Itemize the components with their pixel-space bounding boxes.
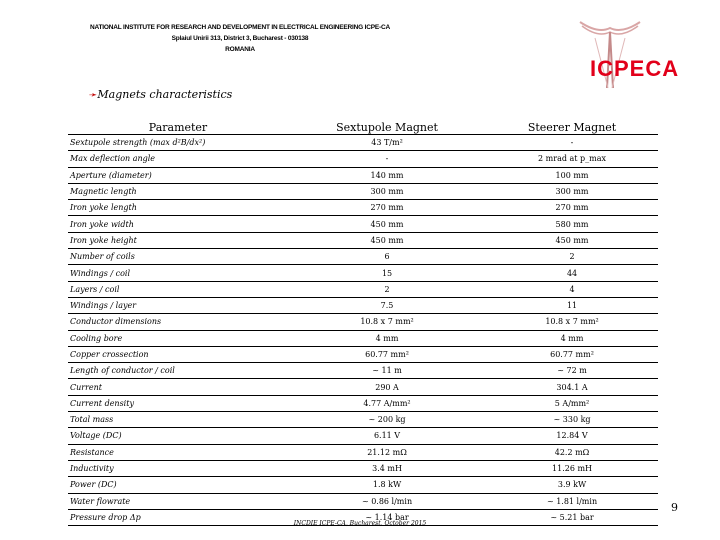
row-steerer-value: ~ 330 kg (486, 412, 658, 428)
table-row (68, 281, 658, 297)
header-sextupole: Sextupole Magnet (288, 116, 486, 135)
row-sextupole-value: 4.77 A/mm² (288, 395, 486, 411)
institute-country: ROMANIA (225, 46, 255, 53)
row-parameter: Number of coils (68, 249, 288, 265)
row-steerer-value: ~ 1.81 l/min (486, 493, 658, 509)
row-parameter: Current (68, 379, 288, 395)
row-parameter: Current density (68, 395, 288, 411)
row-parameter: Water flowrate (68, 493, 288, 509)
row-sextupole-value: ~ 1.14 bar (288, 509, 486, 525)
table-row (68, 428, 658, 444)
table-row (68, 444, 658, 460)
table-row (68, 232, 658, 248)
row-steerer-value: 4 mm (486, 330, 658, 346)
table-row (68, 330, 658, 346)
table-row (68, 314, 658, 330)
row-parameter: Voltage (DC) (68, 428, 288, 444)
row-sextupole-value: 300 mm (288, 183, 486, 199)
table-row (68, 346, 658, 362)
section-heading (88, 88, 232, 101)
row-parameter: Windings / coil (68, 265, 288, 281)
table-row (68, 249, 658, 265)
row-steerer-value: 60.77 mm² (486, 346, 658, 362)
page-number: 9 (671, 501, 678, 514)
row-steerer-value: 580 mm (486, 216, 658, 232)
row-parameter: Max deflection angle (68, 151, 288, 167)
row-sextupole-value: - (288, 151, 486, 167)
table-row (68, 460, 658, 476)
institute-name: NATIONAL INSTITUTE FOR RESEARCH AND DEVELOPMENT IN ELECTRICAL ENGINEERING ICPE-CA (90, 24, 390, 31)
row-steerer-value: 270 mm (486, 200, 658, 216)
row-steerer-value: 10.8 x 7 mm² (486, 314, 658, 330)
row-parameter: Length of conductor / coil (68, 363, 288, 379)
row-sextupole-value: 21.12 mΩ (288, 444, 486, 460)
bullet-arrow-icon: ➛ (88, 90, 97, 101)
table-body (68, 135, 658, 526)
row-parameter: Iron yoke width (68, 216, 288, 232)
table-row (68, 200, 658, 216)
row-sextupole-value: ~ 11 m (288, 363, 486, 379)
row-parameter: Iron yoke length (68, 200, 288, 216)
table-row (68, 265, 658, 281)
row-sextupole-value: 450 mm (288, 232, 486, 248)
row-steerer-value: 4 (486, 281, 658, 297)
row-parameter: Windings / layer (68, 297, 288, 313)
row-parameter: Magnetic length (68, 183, 288, 199)
row-steerer-value: 3.9 kW (486, 477, 658, 493)
row-sextupole-value: 10.8 x 7 mm² (288, 314, 486, 330)
row-sextupole-value: 60.77 mm² (288, 346, 486, 362)
row-steerer-value: 5 A/mm² (486, 395, 658, 411)
row-steerer-value: 450 mm (486, 232, 658, 248)
row-sextupole-value: 1.8 kW (288, 477, 486, 493)
row-steerer-value: 2 mrad at p_max (486, 151, 658, 167)
icpe-ca-logo (560, 18, 695, 98)
row-sextupole-value: 140 mm (288, 167, 486, 183)
table-row (68, 216, 658, 232)
table-row (68, 183, 658, 199)
row-sextupole-value: 2 (288, 281, 486, 297)
header-steerer: Steerer Magnet (486, 116, 658, 135)
row-steerer-value: 44 (486, 265, 658, 281)
row-sextupole-value: 290 A (288, 379, 486, 395)
row-steerer-value: ~ 72 m (486, 363, 658, 379)
row-parameter: Total mass (68, 412, 288, 428)
row-sextupole-value: ~ 0.86 l/min (288, 493, 486, 509)
row-steerer-value: 2 (486, 249, 658, 265)
row-steerer-value: 11 (486, 297, 658, 313)
row-parameter: Resistance (68, 444, 288, 460)
table-row (68, 379, 658, 395)
header-parameter: Parameter (68, 116, 288, 135)
table-row (68, 412, 658, 428)
row-sextupole-value: 15 (288, 265, 486, 281)
row-sextupole-value: 6 (288, 249, 486, 265)
footer-text: INCDIE ICPE-CA, Bucharest, October 2015 (293, 520, 427, 527)
row-steerer-value: 300 mm (486, 183, 658, 199)
row-sextupole-value: ~ 200 kg (288, 412, 486, 428)
row-parameter: Power (DC) (68, 477, 288, 493)
row-parameter: Conductor dimensions (68, 314, 288, 330)
row-parameter: Copper crossection (68, 346, 288, 362)
row-parameter: Sextupole strength (max d²B/dx²) (68, 135, 288, 151)
table-row (68, 151, 658, 167)
row-steerer-value: 42.2 mΩ (486, 444, 658, 460)
table-row (68, 363, 658, 379)
institute-address: Splaiul Unirii 313, District 3, Bucharest - 030138 (171, 35, 309, 42)
table-row (68, 395, 658, 411)
row-parameter: Cooling bore (68, 330, 288, 346)
row-steerer-value: 12.84 V (486, 428, 658, 444)
section-title: Magnets characteristics (97, 88, 233, 101)
magnet-spec-table (68, 116, 658, 526)
row-parameter: Layers / coil (68, 281, 288, 297)
row-parameter: Iron yoke height (68, 232, 288, 248)
table-row (68, 167, 658, 183)
institute-header (60, 22, 420, 55)
table-row (68, 135, 658, 151)
table-row (68, 493, 658, 509)
row-steerer-value: ~ 5.21 bar (486, 509, 658, 525)
row-parameter: Inductivity (68, 460, 288, 476)
row-steerer-value: 100 mm (486, 167, 658, 183)
row-sextupole-value: 6.11 V (288, 428, 486, 444)
row-steerer-value: 304.1 A (486, 379, 658, 395)
row-sextupole-value: 270 mm (288, 200, 486, 216)
table-row (68, 297, 658, 313)
table-header-row (68, 116, 658, 135)
row-steerer-value: 11.26 mH (486, 460, 658, 476)
row-sextupole-value: 43 T/m² (288, 135, 486, 151)
table-row (68, 477, 658, 493)
row-parameter: Pressure drop Δp (68, 509, 288, 525)
row-steerer-value: - (486, 135, 658, 151)
row-sextupole-value: 450 mm (288, 216, 486, 232)
row-parameter: Aperture (diameter) (68, 167, 288, 183)
row-sextupole-value: 7.5 (288, 297, 486, 313)
row-sextupole-value: 4 mm (288, 330, 486, 346)
logo-text: ICPECA (590, 56, 680, 81)
row-sextupole-value: 3.4 mH (288, 460, 486, 476)
